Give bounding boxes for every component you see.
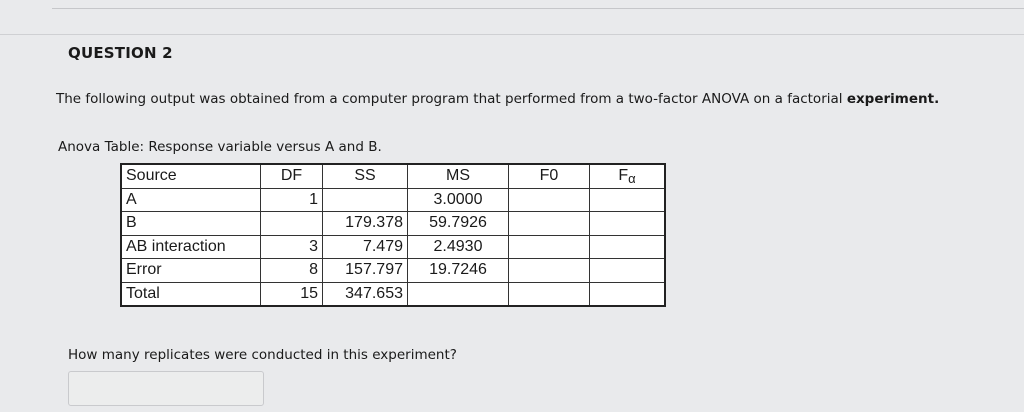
intro-emphasis: experiment.: [846, 91, 940, 107]
header-falpha-base: F: [618, 166, 629, 184]
table-row: [121, 235, 665, 259]
top-divider: [52, 8, 1024, 9]
header-falpha: [590, 164, 666, 188]
question-text: How many replicates were conducted in this experiment?: [68, 347, 457, 363]
cell-source: B: [121, 212, 261, 236]
cell-falpha: [590, 235, 666, 259]
header-falpha-sub: α: [628, 170, 636, 186]
cell-ss: 157.797: [323, 259, 408, 283]
cell-ss: 179.378: [323, 212, 408, 236]
table-row: [121, 212, 665, 236]
cell-df: 1: [261, 188, 323, 212]
cell-f0: [509, 188, 590, 212]
cell-df: 3: [261, 235, 323, 259]
header-ss: SS: [323, 164, 408, 188]
header-df: DF: [261, 164, 323, 188]
cell-source: Error: [121, 259, 261, 283]
cell-df: 8: [261, 259, 323, 283]
anova-table: [120, 163, 666, 307]
cell-falpha: [590, 282, 666, 306]
intro-main: The following output was obtained from a computer program that performed from a two-factor ANOVA on a factorial: [56, 91, 843, 107]
cell-ms: [408, 282, 509, 306]
cell-f0: [509, 259, 590, 283]
cell-f0: [509, 212, 590, 236]
header-source: Source: [121, 164, 261, 188]
table-row: [121, 282, 665, 306]
cell-df: 15: [261, 282, 323, 306]
cell-source: A: [121, 188, 261, 212]
cell-falpha: [590, 259, 666, 283]
table-row: [121, 188, 665, 212]
cell-ms: 3.0000: [408, 188, 509, 212]
question-title: QUESTION 2: [68, 44, 173, 62]
header-f0: F0: [509, 164, 590, 188]
answer-input[interactable]: [68, 371, 264, 406]
cell-ms: 59.7926: [408, 212, 509, 236]
cell-ss: [323, 188, 408, 212]
cell-ss: 7.479: [323, 235, 408, 259]
cell-source: AB interaction: [121, 235, 261, 259]
table-caption: Anova Table: Response variable versus A and B.: [58, 139, 382, 155]
cell-df: [261, 212, 323, 236]
cell-f0: [509, 282, 590, 306]
cell-falpha: [590, 212, 666, 236]
table-row: [121, 259, 665, 283]
section-divider: [0, 34, 1024, 35]
cell-source: Total: [121, 282, 261, 306]
cell-f0: [509, 235, 590, 259]
cell-ms: 2.4930: [408, 235, 509, 259]
cell-falpha: [590, 188, 666, 212]
header-ms: MS: [408, 164, 509, 188]
cell-ss: 347.653: [323, 282, 408, 306]
cell-ms: 19.7246: [408, 259, 509, 283]
table-header-row: [121, 164, 665, 188]
intro-text: [56, 91, 939, 107]
